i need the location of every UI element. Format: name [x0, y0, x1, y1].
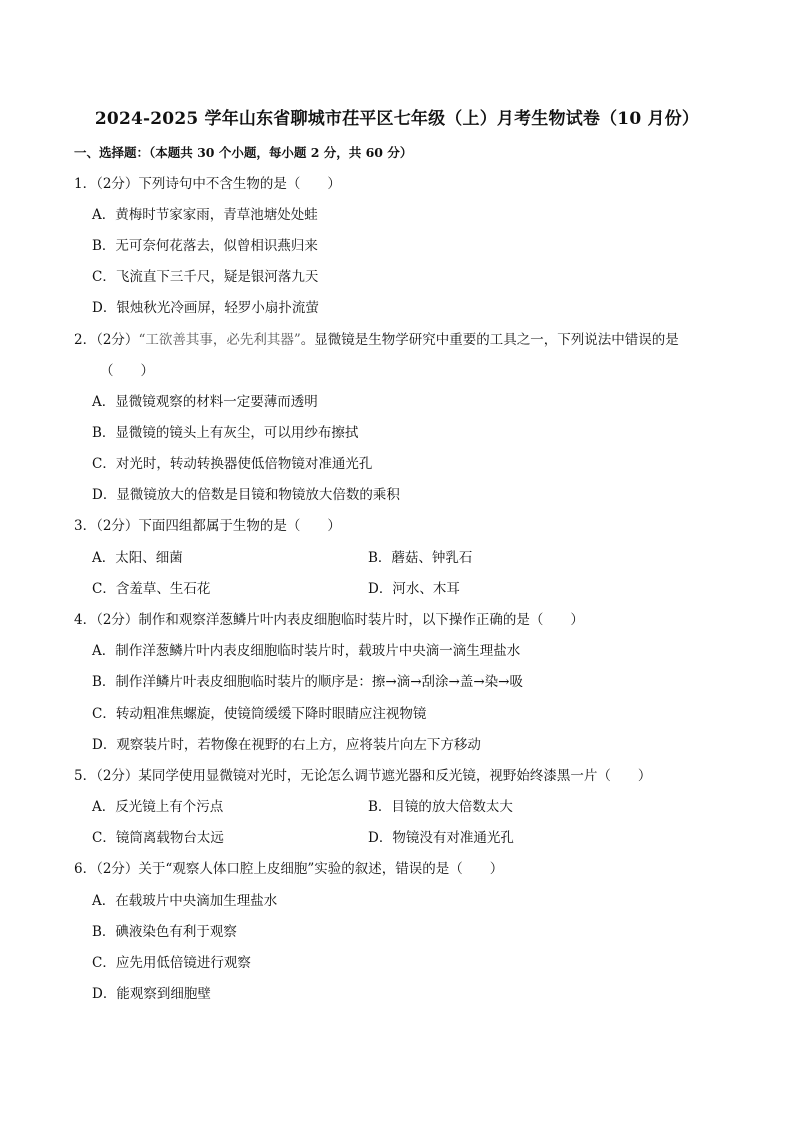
question-4-option-d: D．观察装片时，若物像在视野的右上方，应将装片向左下方移动 — [92, 737, 481, 753]
question-6-option-c: C．应先用低倍镜进行观察 — [92, 955, 251, 971]
question-5-option-c: C．镜筒离载物台太远 — [92, 830, 224, 846]
question-1-stem: 1．（2分）下列诗句中不含生物的是（ ） — [74, 176, 341, 192]
question-6-option-a: A．在载玻片中央滴加生理盐水 — [92, 893, 278, 909]
question-5-option-b: B．目镜的放大倍数太大 — [368, 799, 513, 815]
question-3-option-b: B．蘑菇、钟乳石 — [368, 550, 473, 566]
question-4-stem: 4．（2分）制作和观察洋葱鳞片叶内表皮细胞临时装片时，以下操作正确的是（ ） — [74, 612, 584, 628]
question-1-option-a: A．黄梅时节家家雨，青草池塘处处蛙 — [92, 207, 318, 223]
question-2-quote: “工欲善其事，必先利其器” — [138, 332, 301, 348]
question-2-option-d: D．显微镜放大的倍数是目镜和物镜放大倍数的乘积 — [92, 487, 400, 503]
question-1-option-b: B．无可奈何花落去，似曾相识燕归来 — [92, 238, 318, 254]
question-2-option-a: A．显微镜观察的材料一定要薄而透明 — [92, 394, 318, 410]
question-3-stem: 3．（2分）下面四组都属于生物的是（ ） — [74, 518, 341, 534]
page-title: 2024-2025 学年山东省聊城市茌平区七年级（上）月考生物试卷（10 月份） — [94, 109, 700, 129]
question-2-rest: 。显微镜是生物学研究中重要的工具之一，下列说法中错误的是 — [300, 332, 679, 348]
question-1-option-d: D．银烛秋光冷画屏，轻罗小扇扑流萤 — [92, 300, 319, 316]
question-5-option-a: A．反光镜上有个污点 — [92, 799, 224, 815]
section-heading: 一、选择题：（本题共 30 个小题，每小题 2 分，共 60 分） — [74, 145, 413, 160]
question-5-option-d: D．物镜没有对准通光孔 — [368, 830, 514, 846]
question-5-stem: 5．（2分）某同学使用显微镜对光时，无论怎么调节遮光器和反光镜，视野始终漆黑一片（ ） — [74, 768, 652, 784]
question-3-option-c: C．含羞草、生石花 — [92, 581, 211, 597]
question-6-stem: 6．（2分）关于“观察人体口腔上皮细胞”实验的叙述，错误的是（ ） — [74, 861, 504, 877]
question-2-answer-bracket: （ ） — [100, 363, 154, 379]
question-2-prefix: 2．（2分） — [74, 332, 139, 348]
question-3-option-a: A．太阳、细菌 — [92, 550, 183, 566]
question-3-option-d: D．河水、木耳 — [368, 581, 460, 597]
question-2-stem — [74, 331, 679, 349]
question-1-option-c: C．飞流直下三千尺，疑是银河落九天 — [92, 269, 319, 285]
question-4-option-b: B．制作洋鳞片叶表皮细胞临时装片的顺序是：擦→滴→刮涂→盖→染→吸 — [92, 674, 523, 690]
question-4-option-c: C．转动粗准焦螺旋，使镜筒缓缓下降时眼睛应注视物镜 — [92, 706, 427, 722]
question-6-option-b: B．碘液染色有利于观察 — [92, 924, 237, 940]
question-4-option-a: A．制作洋葱鳞片叶内表皮细胞临时装片时，载玻片中央滴一滴生理盐水 — [92, 643, 521, 659]
question-2-option-b: B．显微镜的镜头上有灰尘，可以用纱布擦拭 — [92, 425, 359, 441]
question-6-option-d: D．能观察到细胞壁 — [92, 986, 211, 1002]
question-2-option-c: C．对光时，转动转换器使低倍物镜对准通光孔 — [92, 456, 373, 472]
